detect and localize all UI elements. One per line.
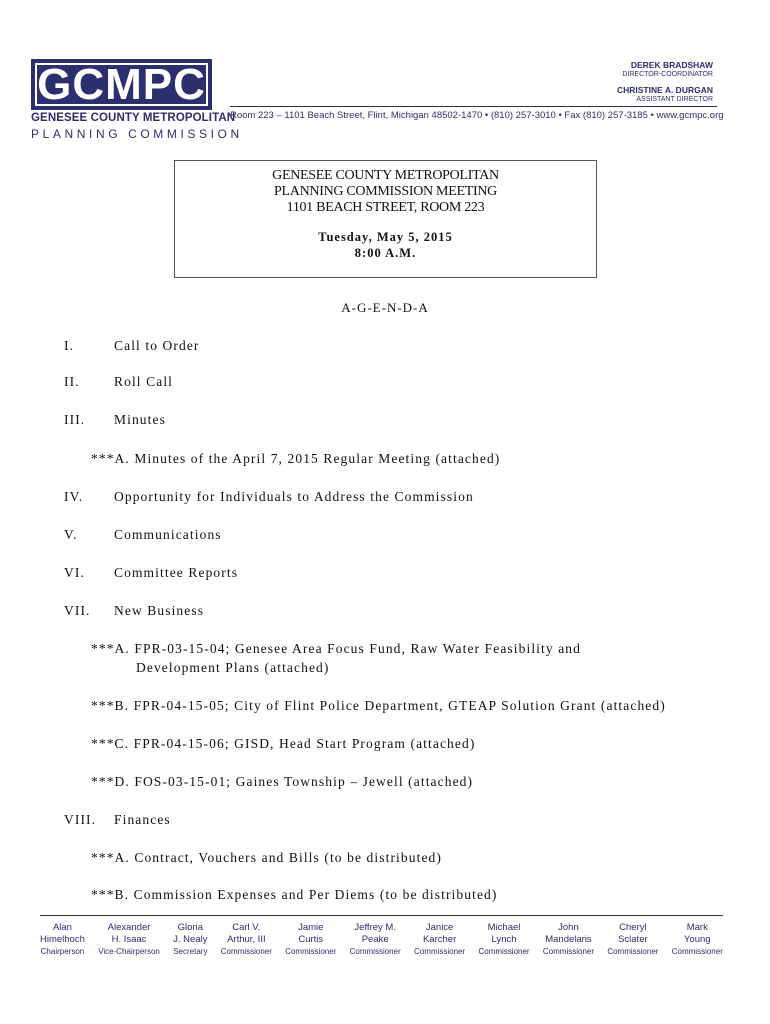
- agenda-subitem: ***A. Minutes of the April 7, 2015 Regular Meeting (attached): [91, 451, 501, 466]
- member-role: Commissioner: [478, 947, 530, 956]
- member-first: Gloria: [177, 922, 203, 933]
- member-role: Commissioner: [414, 947, 466, 956]
- meeting-time: 8:00 A.M.: [354, 246, 417, 260]
- commissioner: [40, 922, 85, 958]
- meeting-title-box: [174, 160, 597, 278]
- commissioner: [350, 922, 401, 958]
- member-role: Commissioner: [349, 947, 401, 956]
- meeting-date: Tuesday, May 5, 2015: [318, 230, 453, 244]
- title-line: PLANNING COMMISSION MEETING: [274, 184, 497, 199]
- address-line: Room 223 – 1101 Beach Street, Flint, Michigan 48502-1470 • (810) 257-3010 • Fax (810) 257-3185 • www.gcmpc.org: [230, 110, 724, 121]
- member-role: Commissioner: [671, 947, 723, 956]
- staff-name: DEREK BRADSHAW: [630, 60, 713, 70]
- member-first: John: [558, 922, 579, 933]
- member-last: Curtis: [298, 934, 324, 945]
- commissioner: [607, 922, 658, 958]
- commissioner: [543, 922, 594, 958]
- agenda-item: Roll Call: [114, 374, 174, 389]
- logo-text: GCMPC: [37, 60, 206, 109]
- staff-title: DIRECTOR-COORDINATOR: [622, 71, 713, 78]
- member-role: Commissioner: [607, 947, 659, 956]
- address-divider: [230, 106, 717, 107]
- member-last: Peake: [361, 934, 389, 945]
- member-last: Sclater: [618, 934, 648, 945]
- agenda-number: VIII.: [64, 812, 97, 827]
- agenda-subitem: ***B. Commission Expenses and Per Diems (to be distributed): [91, 887, 498, 902]
- member-role: Commissioner: [220, 947, 272, 956]
- member-last: Himelhoch: [40, 934, 85, 945]
- agenda-item: Communications: [114, 527, 222, 542]
- agenda-item: Finances: [114, 812, 171, 827]
- gcmpc-logo: [31, 59, 212, 110]
- agenda-item: New Business: [114, 603, 205, 618]
- member-first: Mark: [686, 922, 708, 933]
- agenda-subitem: ***B. FPR-04-15-05; City of Flint Police Department, GTEAP Solution Grant (attached): [91, 698, 666, 713]
- agenda-item: Minutes: [114, 412, 166, 427]
- commissioners-footer: [40, 922, 723, 958]
- commissioner: [414, 922, 465, 958]
- member-role: Chairperson: [40, 947, 85, 956]
- member-first: Carl V.: [232, 922, 261, 933]
- member-last: Lynch: [491, 934, 517, 945]
- staff-block: [617, 60, 713, 110]
- commissioner: [672, 922, 723, 958]
- commissioner: [285, 922, 336, 958]
- member-first: Michael: [487, 922, 521, 933]
- staff-title: ASSISTANT DIRECTOR: [636, 96, 713, 103]
- commissioner: [98, 922, 160, 958]
- agenda-subitem: ***A. FPR-03-15-04; Genesee Area Focus Fund, Raw Water Feasibility and: [91, 641, 581, 656]
- agenda-number: III.: [64, 412, 86, 427]
- agenda-subitem-continued: Development Plans (attached): [136, 660, 330, 675]
- agenda-number: II.: [64, 374, 80, 389]
- member-last: Young: [683, 934, 711, 945]
- member-first: Alan: [52, 922, 72, 933]
- member-last: H. Isaac: [111, 934, 147, 945]
- org-name-line2: PLANNING COMMISSION: [31, 127, 243, 141]
- agenda-item: Opportunity for Individuals to Address the Commission: [114, 489, 474, 504]
- agenda-heading: A-G-E-N-D-A: [341, 300, 429, 315]
- agenda-number: IV.: [64, 489, 84, 504]
- agenda-subitem: ***D. FOS-03-15-01; Gaines Township – Jewell (attached): [91, 774, 474, 789]
- member-role: Secretary: [173, 947, 208, 956]
- member-first: Cheryl: [619, 922, 647, 933]
- member-first: Janice: [425, 922, 454, 933]
- member-role: Vice-Chairperson: [98, 947, 160, 956]
- commissioner: [478, 922, 529, 958]
- agenda-subitem: ***C. FPR-04-15-06; GISD, Head Start Program (attached): [91, 736, 476, 751]
- member-role: Commissioner: [285, 947, 337, 956]
- agenda-item: Call to Order: [114, 338, 200, 353]
- member-last: J. Nealy: [173, 934, 208, 945]
- member-first: Alexander: [107, 922, 151, 933]
- agenda-subitem: ***A. Contract, Vouchers and Bills (to be distributed): [91, 850, 442, 865]
- agenda-number: I.: [64, 338, 75, 353]
- member-first: Jeffrey M.: [354, 922, 396, 933]
- title-line: GENESEE COUNTY METROPOLITAN: [272, 168, 499, 183]
- agenda-number: V.: [64, 527, 78, 542]
- org-name-line1: GENESEE COUNTY METROPOLITAN: [31, 112, 236, 124]
- member-last: Mandelaris: [545, 934, 592, 945]
- staff-name: CHRISTINE A. DURGAN: [616, 85, 713, 95]
- member-last: Karcher: [422, 934, 457, 945]
- member-first: Jamie: [298, 922, 324, 933]
- commissioner: [221, 922, 272, 958]
- member-role: Commissioner: [542, 947, 595, 956]
- agenda-number: VII.: [64, 603, 91, 618]
- footer-divider: [40, 915, 723, 916]
- title-line: 1101 BEACH STREET, ROOM 223: [286, 200, 485, 215]
- agenda-item: Committee Reports: [114, 565, 239, 580]
- agenda-number: VI.: [64, 565, 85, 580]
- logo-border: [35, 63, 208, 106]
- member-last: Arthur, III: [227, 934, 266, 945]
- commissioner: [173, 922, 207, 958]
